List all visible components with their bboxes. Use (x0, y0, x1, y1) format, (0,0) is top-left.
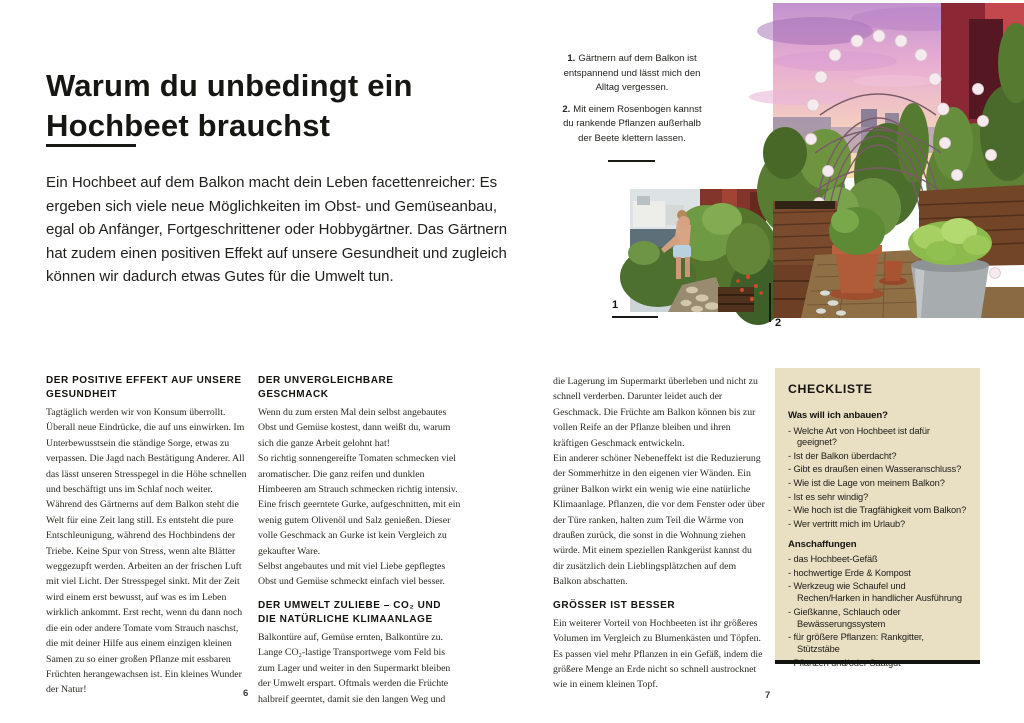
caption-number: 1. (567, 53, 576, 64)
column-climate-size (553, 374, 765, 693)
body-paragraph: Während des Gärtnerns auf dem Balkon steht die Welt für eine Zeit lang still. Es entsteht die pure Entschleunigung, während des Hochbindens der Triebe. Keine Spur von Stress, wenn alte Blätter weggezupft werden. Arbeiten an der frischen Luft mit viel Licht. Der Stresspegel sinkt. Mit der Zeit wird einem erst bewusst, auf was es im Leben wirklich ankommt. Erst recht, wenn du dann noch die ein oder andere Tomate vom Strauch naschst, die mit deiner Hilfe aus einem einzigen kleinen Samen zu so einer großen Pflanze mit essbaren Früchten herangewachsen ist. Ein kleines Wunder der Natur! (46, 499, 243, 696)
body-paragraph: die Lagerung im Supermarkt überleben und nicht zu schnell verderben. Darunter leidet auch der Geschmack. Die Früchte am Balkon können bis zur vollen Reife an der Pflanze bleiben und ihren kräftigen Geschmack entwickeln. (553, 376, 758, 449)
checklist-item: - für größere Pflanzen: Rankgitter, Stützstäbe (788, 632, 924, 654)
body-paragraph: Wenn du zum ersten Mal dein selbst angebautes Obst und Gemüse kostest, dann weißt du, warum sich die ganze Arbeit gelohnt hat! (258, 407, 451, 449)
checklist-item: - Welche Art von Hochbeet ist dafür geeignet? (788, 425, 930, 448)
checklist-item: - Ist der Balkon überdacht? (788, 450, 897, 461)
column-taste-environment (258, 374, 464, 707)
checklist-item: - das Hochbeet-Gefäß (788, 554, 878, 565)
heading-line: DIE NATÜRLICHE KLIMAANLAGE (258, 613, 433, 625)
photo-rooftop-rose-arch (773, 3, 1024, 318)
lettuce-bucket (908, 218, 992, 318)
caption-divider-rule (608, 160, 655, 162)
photo2-number-label: 2 (775, 317, 782, 329)
heading-line: DER UMWELT ZULIEBE – CO₂ UND (258, 599, 441, 611)
photo2-label-line (769, 283, 771, 322)
checklist-section-title: Was will ich anbauen? (788, 410, 888, 421)
checklist-item: - Wie ist die Lage von meinem Balkon? (788, 478, 945, 489)
column-heading: DER UNVERGLEICHBARE GESCHMACK (258, 375, 394, 400)
column-heading (258, 599, 464, 627)
caption-number: 2. (562, 103, 571, 115)
photo1-label-rule (612, 316, 658, 318)
checklist-item: - Wer vertritt mich im Urlaub? (788, 518, 906, 529)
checklist-item: - Ist es sehr windig? (788, 491, 869, 502)
caption-text: Mit einem Rosenbogen kannst du rankende Pflanzen außerhalb der Beete klettern lassen. (563, 103, 702, 144)
caption-1 (562, 52, 702, 96)
page-number-right: 7 (765, 690, 771, 701)
checklist-item: - Gießkanne, Schlauch oder Bewässerungssystem (788, 606, 901, 629)
body-paragraph: Ein weiterer Vorteil von Hochbeeten ist ihr größeres Volumen im Vergleich zu Blumenkästen und Töpfen. Es passen viel mehr Pflanzen in ein Gefäß, indem die größere Menge an Erde nicht so schnell austrocknet wie in einem kleinen Topf. (553, 617, 763, 691)
body-paragraph: Selbst angebautes und mit viel Liebe gepflegtes Obst und Gemüse schmeckt einfach viel besser. (258, 561, 446, 588)
photo-captions (562, 52, 702, 154)
rooftop-photo-illustration (773, 3, 1024, 318)
checklist-item: - hochwertige Erde & Kompost (788, 567, 911, 578)
column-heading: DER POSITIVE EFFEKT AUF UNSERE GESUNDHEIT (46, 375, 242, 400)
body-paragraph: So richtig sonnengereifte Tomaten schmecken viel aromatischer. Die ganz reifen und dunklen Himbeeren am Strauch schmecken richtig intensiv. Eine frisch geerntete Gurke, aufgeschnitten, mit ein wenig gutem Olivenöl und Salz genießen. Dieser volle Geschmack an Gurke ist kein Vergleich zu gekaufter Ware. (258, 453, 461, 557)
photo1-number-label: 1 (612, 299, 619, 311)
body-paragraph: Balkontüre auf, Gemüse ernten, Balkontüre zu. Lange CO₂-lastige Transportwege vom Feld bis zum Lager und weiter in den Supermarkt bleiben der Umwelt erspart. Oftmals werden die Früchte halbreif geerntet, damit sie den langen Weg und (258, 631, 451, 705)
crates (718, 287, 754, 312)
column-heading: GRÖSSER IST BESSER (553, 599, 676, 611)
caption-text: Gärtnern auf dem Balkon ist entspannend und lässt mich den Alltag vergessen. (563, 53, 701, 94)
caption-2 (562, 103, 702, 147)
body-paragraph: Tagtäglich werden wir von Konsum überrollt. Überall neue Eindrücke, die auf uns einwirken. Im Unterbewusstsein die ständige Sorge, etwas zu verpassen. Die Jagd nach Bestätigung Anderer. All das lässt unseren Stresspegel in die Höhe schnellen und beschäftigt uns im Schlaf noch weiter. (46, 407, 247, 496)
checklist-item: - Pflanzen und/oder Saatgut (788, 657, 901, 668)
checklist-title: CHECKLISTE (788, 382, 873, 396)
body-paragraph: Ein anderer schöner Nebeneffekt ist die Reduzierung der Sommerhitze in den eigenen vier Wänden. Ein grüner Balkon wirkt ein wenig wie eine natürliche Klimaanlage. Pflanzen, die vor dem Fenster oder über der Türe ranken, halten zum Teil die Wärme von draußen zurück, die sonst in die Wohnung ziehen würde. Mit einem speziellen Rankgerüst kannst du dir zusätzlich dein Lieblingsplätzchen auf dem Balkon abschatten. (553, 453, 765, 588)
checklist-box (775, 368, 980, 668)
checklist-item: - Werkzeug wie Schaufel und Rechen/Harken in handlicher Ausführung (788, 581, 962, 604)
page-title: Warum du unbedingt ein Hochbeet brauchst (46, 68, 413, 143)
column-health (46, 374, 252, 698)
balcony-photo-illustration (630, 189, 766, 312)
checklist-item: - Gibt es draußen einen Wasseranschluss? (788, 464, 962, 475)
photo-balcony-gardening (630, 189, 766, 312)
title-underline-rule (46, 144, 136, 147)
intro-paragraph: Ein Hochbeet auf dem Balkon macht dein Leben facettenreicher: Es ergeben sich viele neue Möglichkeiten im Obst- und Gemüseanbau, egal ob Anfänger, Fortgeschrittener oder Hobbygärtner. Das Gärtnern hat zudem einen positiven Effekt auf unsere Gesundheit und zugleich können wir dadurch etwas Gutes für die Umwelt tun. (46, 174, 508, 285)
checklist-section-title: Anschaffungen (788, 538, 857, 550)
checklist-item: - Wie hoch ist die Tragfähigkeit vom Balkon? (788, 505, 967, 516)
page-number-left: 6 (243, 688, 249, 699)
checklist-bottom-rule (775, 660, 980, 664)
